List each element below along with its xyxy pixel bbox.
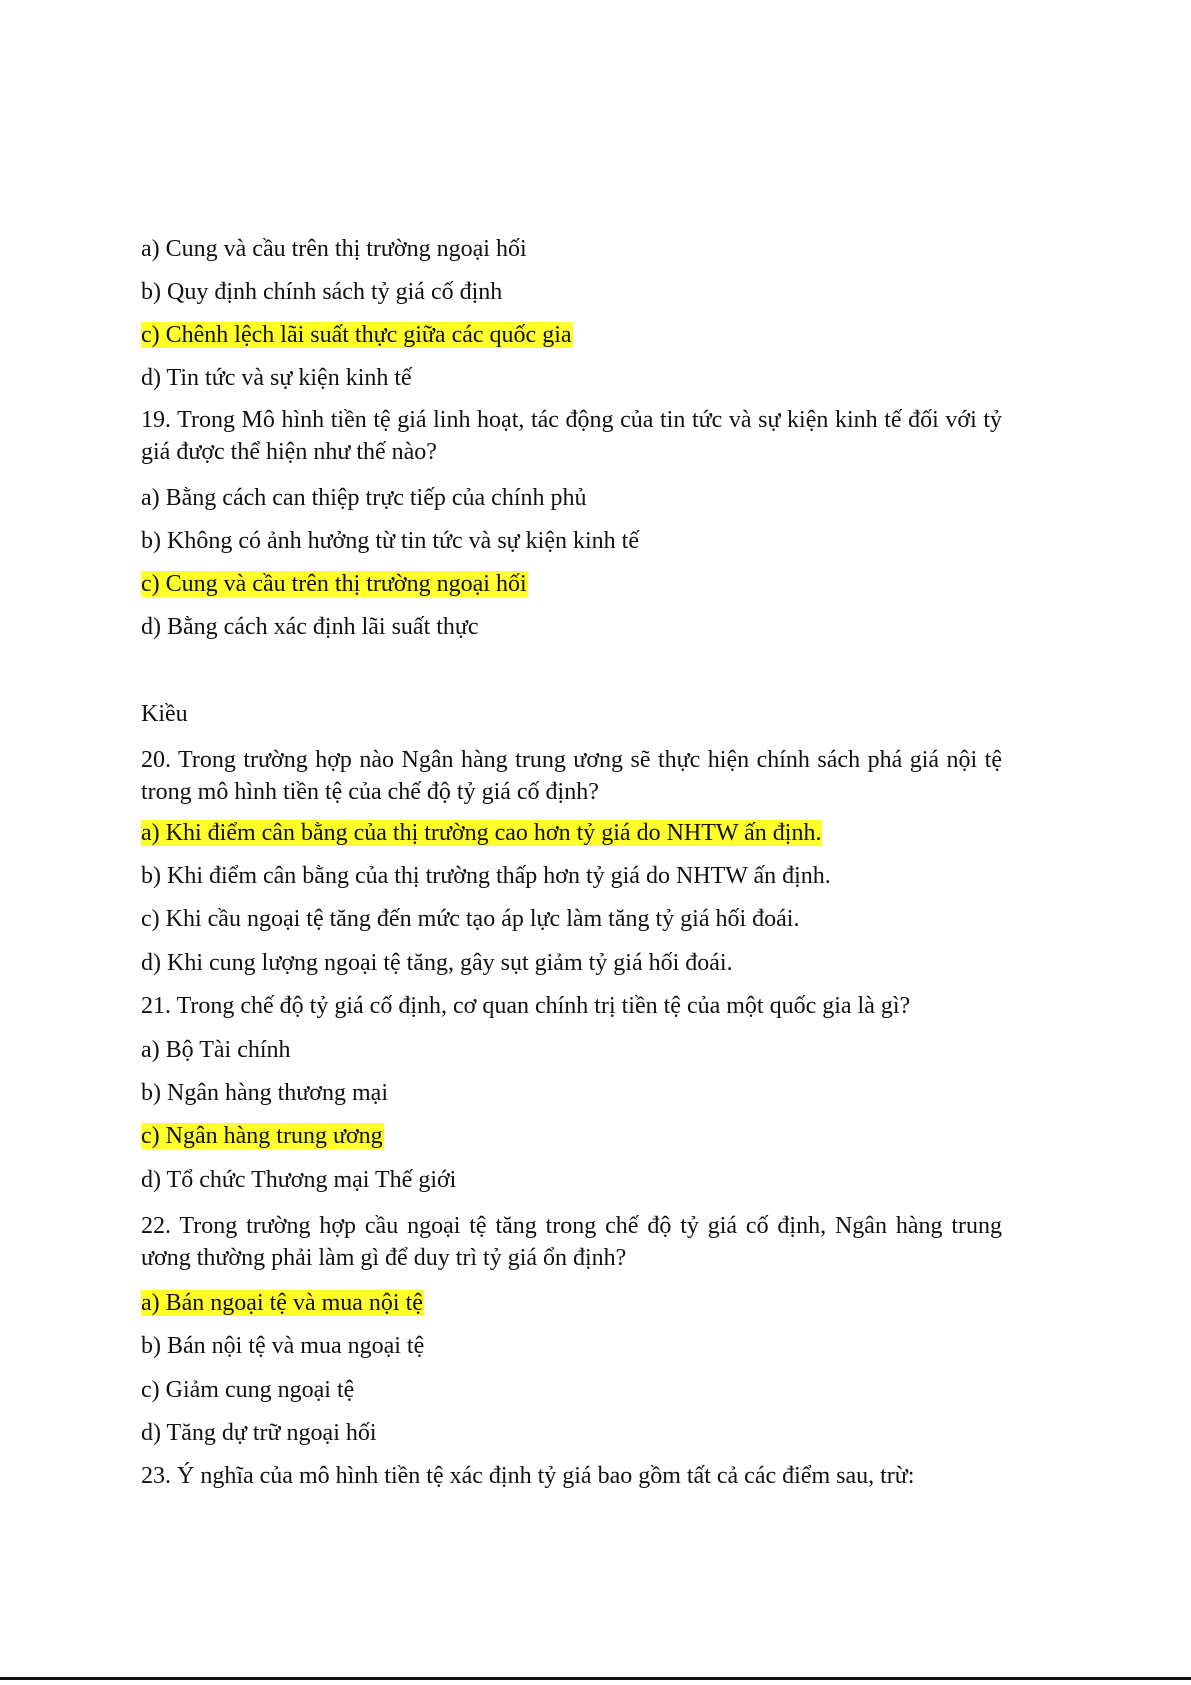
q22-option-c: c) Giảm cung ngoại tệ: [141, 1377, 355, 1403]
q21-question: 21. Trong chế độ tỷ giá cố định, cơ quan chính trị tiền tệ của một quốc gia là gì?: [141, 993, 911, 1019]
q20-option-d: d) Khi cung lượng ngoại tệ tăng, gây sụt giảm tỷ giá hối đoái.: [141, 950, 733, 976]
q21-option-b: b) Ngân hàng thương mại: [141, 1080, 388, 1106]
q21-option-d: d) Tổ chức Thương mại Thế giới: [141, 1167, 457, 1193]
q18-option-b: b) Quy định chính sách tỷ giá cố định: [141, 279, 503, 305]
q19-option-d: d) Bằng cách xác định lãi suất thực: [141, 614, 479, 640]
section-label: Kiều: [141, 701, 188, 727]
page-bottom-rule: [0, 1677, 1191, 1680]
q21-option-a: a) Bộ Tài chính: [141, 1037, 291, 1063]
q18-option-d: d) Tin tức và sự kiện kinh tế: [141, 365, 412, 391]
q21-option-c-answer: [141, 1120, 384, 1152]
answer-highlight: a) Khi điểm cân bằng của thị trường cao hơn tỷ giá do NHTW ấn định.: [141, 820, 822, 846]
q20-option-b: b) Khi điểm cân bằng của thị trường thấp hơn tỷ giá do NHTW ấn định.: [141, 863, 831, 889]
answer-highlight: c) Cung và cầu trên thị trường ngoại hối: [141, 571, 527, 597]
answer-highlight: c) Chênh lệch lãi suất thực giữa các quốc gia: [141, 322, 572, 348]
q19-option-b: b) Không có ảnh hưởng từ tin tức và sự kiện kinh tế: [141, 528, 639, 554]
q22-option-d: d) Tăng dự trữ ngoại hối: [141, 1420, 377, 1446]
q19-question: 19. Trong Mô hình tiền tệ giá linh hoạt, tác động của tin tức và sự kiện kinh tế đối với tỷ giá được thể hiện như thế nào?: [141, 407, 1002, 465]
answer-highlight: a) Bán ngoại tệ và mua nội tệ: [141, 1290, 423, 1316]
q20-question: 20. Trong trường hợp nào Ngân hàng trung ương sẽ thực hiện chính sách phá giá nội tệ trong mô hình tiền tệ của chế độ tỷ giá cố định?: [141, 747, 1002, 805]
q18-option-a: a) Cung và cầu trên thị trường ngoại hối: [141, 236, 527, 262]
q19-option-a: a) Bằng cách can thiệp trực tiếp của chính phủ: [141, 485, 587, 511]
q22-option-a-answer: [141, 1287, 424, 1319]
q19-option-c-answer: [141, 568, 528, 600]
answer-highlight: c) Ngân hàng trung ương: [141, 1123, 383, 1149]
q20-option-c: c) Khi cầu ngoại tệ tăng đến mức tạo áp lực làm tăng tỷ giá hối đoái.: [141, 906, 800, 932]
q20-option-a-answer: [141, 817, 822, 849]
q22-question: 22. Trong trường hợp cầu ngoại tệ tăng trong chế độ tỷ giá cố định, Ngân hàng trung ương thường phải làm gì để duy trì tỷ giá ổn định?: [141, 1213, 1002, 1271]
q23-question: 23. Ý nghĩa của mô hình tiền tệ xác định tỷ giá bao gồm tất cả các điểm sau, trừ:: [141, 1463, 915, 1489]
q18-option-c-answer: [141, 319, 573, 351]
q22-option-b: b) Bán nội tệ và mua ngoại tệ: [141, 1333, 425, 1359]
